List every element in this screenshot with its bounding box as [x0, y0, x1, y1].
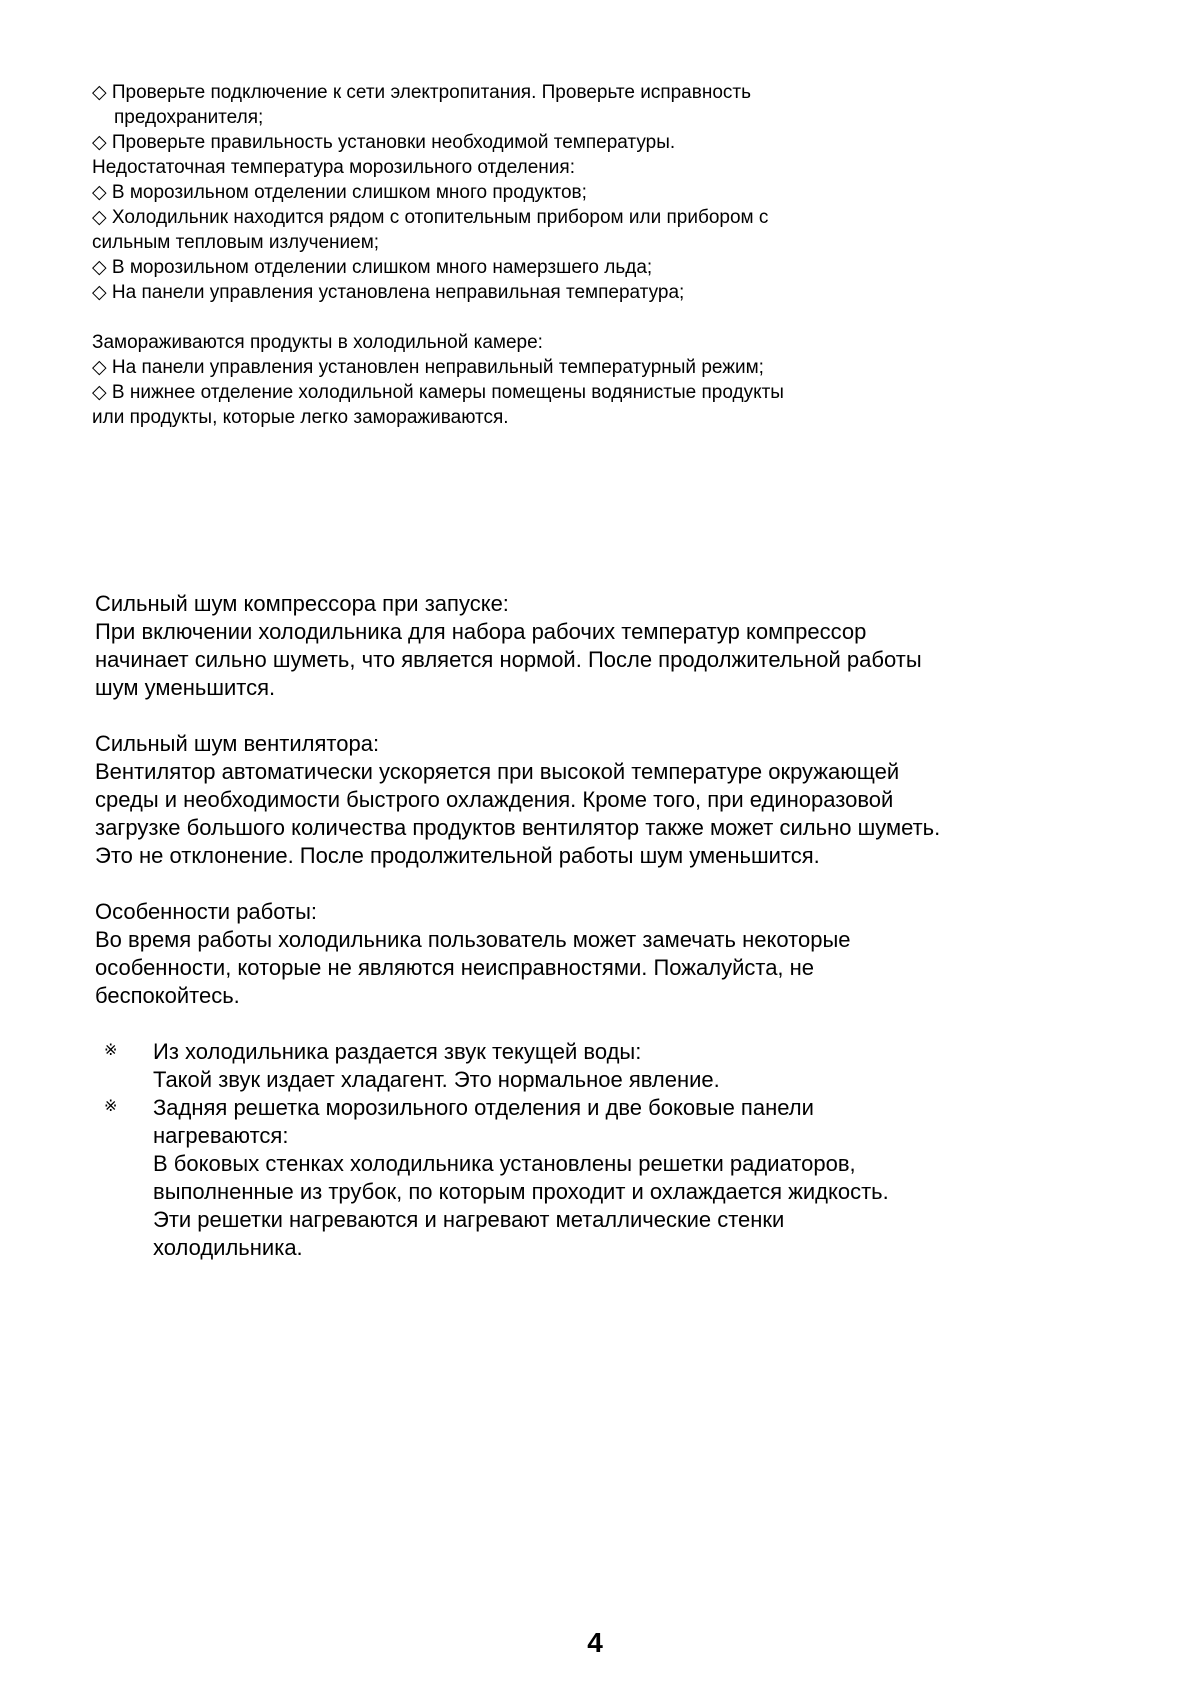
- text-line: Вентилятор автоматически ускоряется при высокой температуре окружающей: [95, 759, 900, 784]
- text-line: ◇ Проверьте подключение к сети электропитания. Проверьте исправность: [92, 82, 751, 103]
- text-line: ◇ Проверьте правильность установки необходимой температуры.: [92, 132, 676, 153]
- text-line: нагреваются:: [153, 1123, 289, 1148]
- troubleshooting-list: [92, 80, 972, 430]
- text-line: ◇ В морозильном отделении слишком много продуктов;: [92, 182, 587, 203]
- text-line: ◇ На панели управления установлена неправильная температура;: [92, 282, 685, 303]
- text-line: При включении холодильника для набора рабочих температур компрессор: [95, 619, 867, 644]
- subheading: Замораживаются продукты в холодильной камере:: [92, 332, 543, 353]
- text-line: Эти решетки нагреваются и нагревают металлические стенки: [153, 1207, 785, 1232]
- text-line: сильным тепловым излучением;: [92, 232, 380, 253]
- reference-mark-icon: ※: [104, 1040, 118, 1059]
- note-heading: Из холодильника раздается звук текущей воды:: [153, 1039, 642, 1064]
- text-line: ◇ В морозильном отделении слишком много намерзшего льда;: [92, 257, 653, 278]
- text-line: выполненные из трубок, по которым проходит и охлаждается жидкость.: [153, 1179, 889, 1204]
- text-line: холодильника.: [153, 1235, 303, 1260]
- reference-mark-icon: ※: [104, 1096, 118, 1115]
- text-line: ◇ Холодильник находится рядом с отопительным прибором или прибором с: [92, 207, 769, 228]
- features-heading: Особенности работы:: [95, 899, 318, 924]
- page-number: 4: [587, 1627, 603, 1658]
- text-line: особенности, которые не являются неисправностями. Пожалуйста, не: [95, 955, 815, 980]
- compressor-heading: Сильный шум компрессора при запуске:: [95, 591, 509, 616]
- note-heading: Задняя решетка морозильного отделения и две боковые панели: [153, 1095, 814, 1120]
- text-line: Это не отклонение. После продолжительной работы шум уменьшится.: [95, 843, 820, 868]
- text-line: среды и необходимости быстрого охлаждения. Кроме того, при единоразовой: [95, 787, 894, 812]
- fan-heading: Сильный шум вентилятора:: [95, 731, 380, 756]
- text-line: шум уменьшится.: [95, 675, 276, 700]
- note-item: [95, 1038, 1095, 1094]
- note-item: [95, 1094, 1095, 1262]
- text-line: или продукты, которые легко замораживаются.: [92, 407, 509, 428]
- text-line: В боковых стенках холодильника установлены решетки радиаторов,: [153, 1151, 856, 1176]
- text-line: загрузке большого количества продуктов вентилятор также может сильно шуметь.: [95, 815, 941, 840]
- text-line: Такой звук издает хладагент. Это нормальное явление.: [153, 1067, 720, 1092]
- operation-notes: [95, 590, 1095, 1262]
- subheading: Недостаточная температура морозильного отделения:: [92, 157, 575, 178]
- text-line: ◇ На панели управления установлен неправильный температурный режим;: [92, 357, 764, 378]
- text-line: беспокойтесь.: [95, 983, 240, 1008]
- text-line: начинает сильно шуметь, что является нормой. После продолжительной работы: [95, 647, 922, 672]
- text-line: предохранителя;: [114, 107, 264, 128]
- text-line: ◇ В нижнее отделение холодильной камеры помещены водянистые продукты: [92, 382, 784, 403]
- text-line: Во время работы холодильника пользователь может замечать некоторые: [95, 927, 851, 952]
